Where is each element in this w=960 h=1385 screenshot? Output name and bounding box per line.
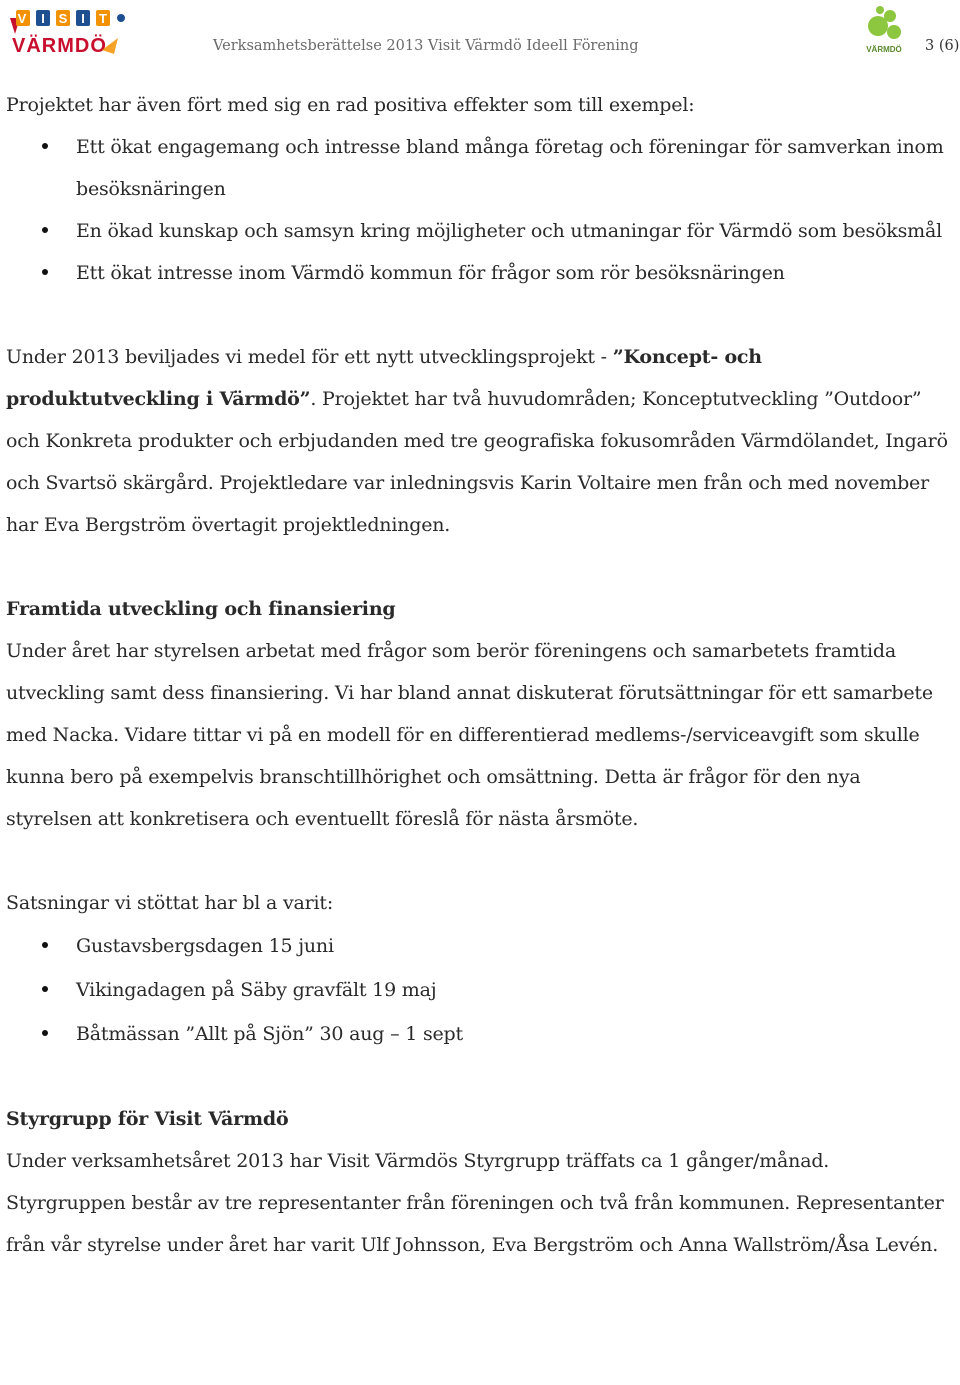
logo-visit-bottom-text: VÄRMDÖ [12, 35, 107, 57]
project-text-after: . Projektet har två huvudområden; Konceptutveckling ”Outdoor” och Konkreta produkter och erbjudanden med tre geografiska fokusområden Värmdölandet, Ingarö och Svartsö skärgård. Projektledare var inledningsvis Karin Voltaire men från och med november har Eva Bergström övertagit projektledningen. [6, 388, 948, 536]
effects-intro: Projektet har även fört med sig en rad positiva effekter som till exempel: [6, 94, 695, 116]
svg-text:S: S [58, 11, 68, 26]
svg-text:V: V [17, 11, 27, 26]
logo-varmdo-text: VÄRMDÖ [866, 45, 902, 54]
project-name: ”Koncept- och produktutveckling i Värmdö” [6, 346, 762, 410]
list-item: Vikingadagen på Säby gravfält 19 maj [6, 968, 951, 1012]
page-header [0, 0, 960, 70]
project-paragraph [6, 336, 951, 546]
list-item: En ökad kunskap och samsyn kring möjligheter och utmaningar för Värmdö som besöksmål [6, 210, 951, 252]
future-heading: Framtida utveckling och finansiering [6, 598, 396, 620]
visit-varmdo-logo [6, 8, 128, 58]
initiatives-intro: Satsningar vi stöttat har bl a varit: [6, 892, 334, 914]
list-item: Gustavsbergsdagen 15 juni [6, 924, 951, 968]
effects-list [6, 126, 951, 294]
steering-group-paragraph: Under verksamhetsåret 2013 har Visit Värmdös Styrgrupp träffats ca 1 gånger/månad. Styrgruppen består av tre representanter från föreningen och två från kommunen. Representanter från vår styrelse under året har varit Ulf Johnsson, Eva Bergström och Anna Wallström/Åsa Levén. [6, 1150, 944, 1256]
list-item: Båtmässan ”Allt på Sjön” 30 aug – 1 sept [6, 1012, 951, 1056]
document-body [6, 84, 951, 1266]
varmdo-kommun-logo [862, 4, 906, 56]
list-item: Ett ökat intresse inom Värmdö kommun för frågor som rör besöksnäringen [6, 252, 951, 294]
svg-text:I: I [81, 11, 85, 26]
svg-text:I: I [41, 11, 45, 26]
svg-text:T: T [99, 11, 107, 26]
project-text-before: Under 2013 beviljades vi medel för ett nytt utvecklingsprojekt - [6, 346, 613, 368]
future-paragraph: Under året har styrelsen arbetat med frågor som berör föreningens och samarbetets framtida utveckling samt dess finansiering. Vi har bland annat diskuterat förutsättningar för ett samarbete med Nacka. Vidare tittar vi på en modell för en differentierad medlems-/serviceavgift som skulle kunna bero på exempelvis branschtillhörighet och omsättning. Detta är frågor för den nya styrelsen att konkretisera och eventuellt föreslå för nästa årsmöte. [6, 640, 933, 830]
steering-group-heading: Styrgrupp för Visit Värmdö [6, 1108, 289, 1130]
list-item: Ett ökat engagemang och intresse bland många företag och föreningar för samverkan inom besöksnäringen [6, 126, 951, 210]
page-number: 3 (6) [925, 38, 960, 54]
initiatives-list [6, 924, 951, 1056]
document-title: Verksamhetsberättelse 2013 Visit Värmdö Ideell Förening [213, 38, 639, 54]
